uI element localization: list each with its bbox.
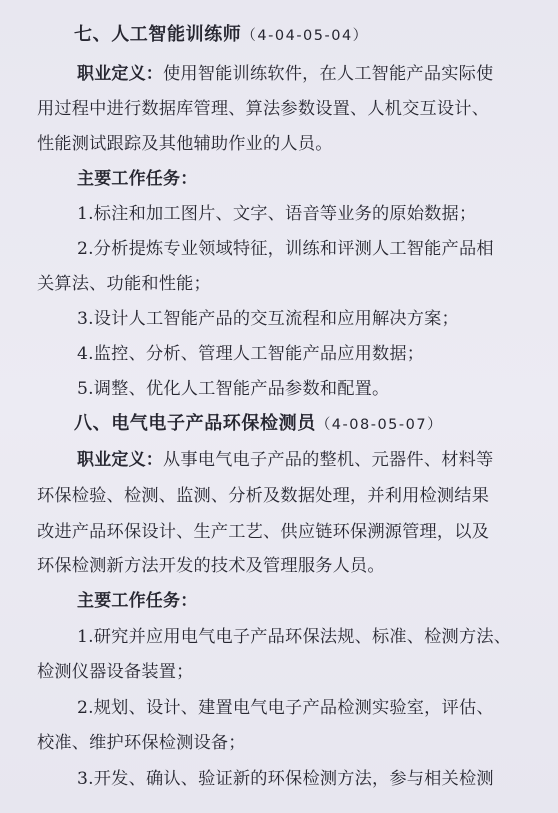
tasks-label: 主要工作任务： [77,169,198,189]
task-line: 2.规划、设计、建置电气电子产品检测实验室，评估、 [77,698,494,718]
section-title: 八、电气电子产品环保检测员 [74,413,316,434]
task-line: 3.设计人工智能产品的交互流程和应用解决方案； [77,309,459,329]
definition-line: 改进产品环保设计、生产工艺、供应链环保溯源管理，以及 [37,522,490,542]
task-line: 1.研究并应用电气电子产品环保法规、标准、检测方法、 [77,627,512,647]
task-line: 2.分析提炼专业领域特征，训练和评测人工智能产品相 [77,239,494,259]
task-line: 1.标注和加工图片、文字、语音等业务的原始数据； [77,204,477,224]
definition-text: 从事电气电子产品的整机、元器件、材料等 [163,450,494,470]
definition-line: 环保检测新方法开发的技术及管理服务人员。 [37,556,385,576]
task-line: 3.开发、确认、验证新的环保检测方法，参与相关检测 [77,769,494,789]
definition-line: 环保检验、检测、监测、分析及数据处理，并利用检测结果 [37,486,490,506]
occupation-code: （4-08-05-07） [315,417,444,433]
task-line: 5.调整、优化人工智能产品参数和配置。 [77,379,390,399]
task-line: 关算法、功能和性能； [37,274,211,294]
definition-line [77,452,493,469]
tasks-label: 主要工作任务： [77,591,198,611]
definition-text: 使用智能训练软件，在人工智能产品实际使 [163,64,494,84]
occupation-code: （4-04-05-04） [241,28,369,44]
definition-line: 性能测试跟踪及其他辅助作业的人员。 [37,134,333,154]
section-heading [74,26,369,44]
section-heading [74,415,443,433]
definition-label: 职业定义： [77,64,163,84]
task-line: 4.监控、分析、管理人工智能产品应用数据； [77,344,425,364]
definition-line [77,66,493,83]
definition-line: 用过程中进行数据库管理、算法参数设置、人机交互设计、 [37,99,490,119]
task-line: 检测仪器设备装置； [37,662,194,682]
task-line: 校准、维护环保检测设备； [37,733,246,753]
definition-label: 职业定义： [77,450,163,470]
section-title: 七、人工智能训练师 [74,24,242,45]
